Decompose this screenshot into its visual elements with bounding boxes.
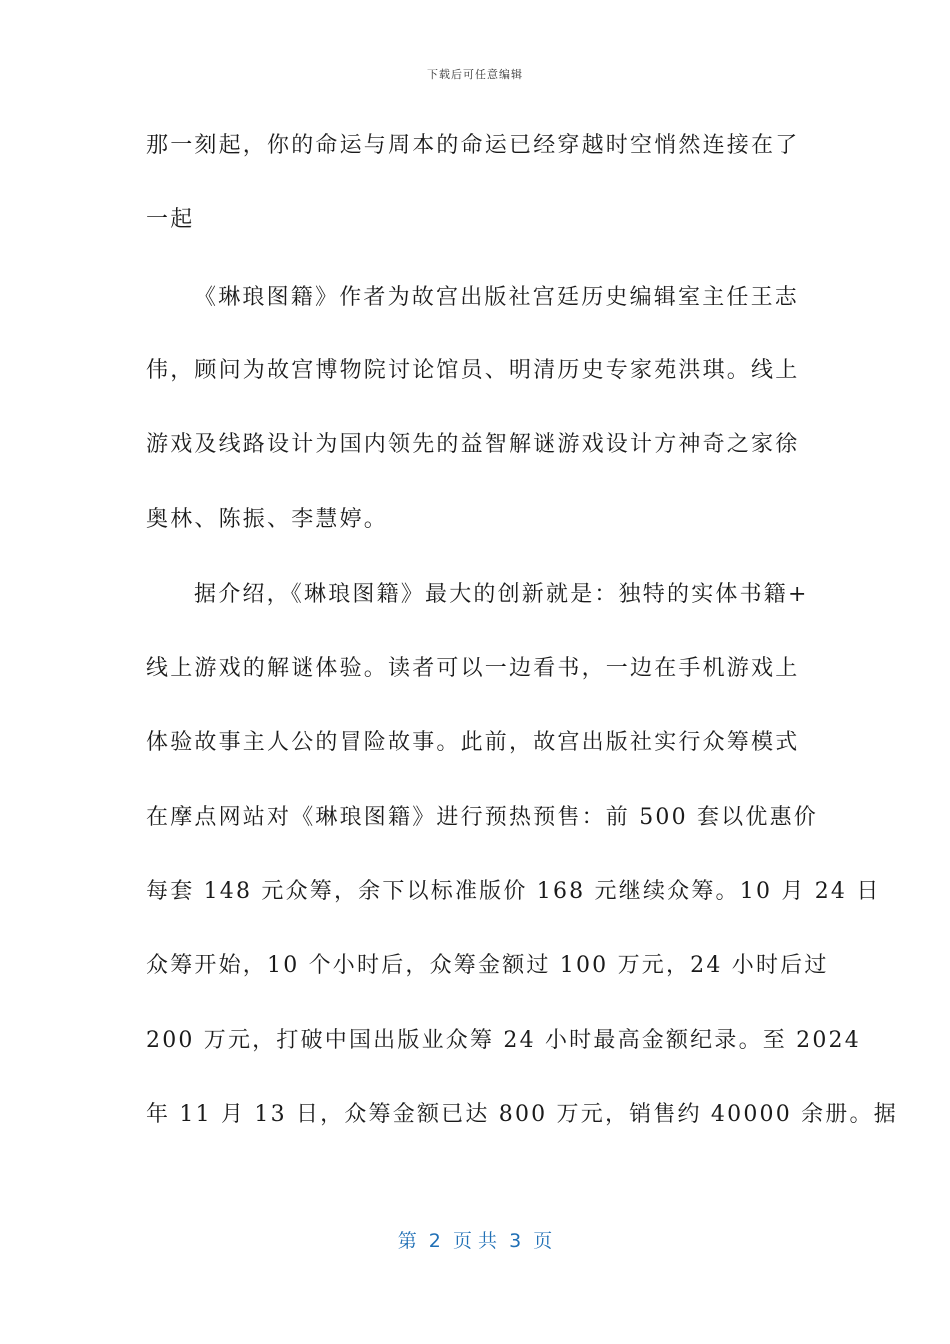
body-line-13: 200 万元，打破中国出版业众筹 24 小时最高金额纪录。至 2024	[146, 1028, 861, 1053]
body-line-14: 年 11 月 13 日，众筹金额已达 800 万元，销售约 40000 余册。据	[146, 1102, 898, 1127]
body-line-6: 奥林、陈振、李慧婷。	[146, 507, 389, 532]
body-line-11: 每套 148 元众筹，余下以标准版价 168 元继续众筹。10 月 24 日	[146, 879, 881, 904]
body-line-1: 那一刻起，你的命运与周本的命运已经穿越时空悄然连接在了	[146, 133, 800, 158]
body-line-4: 伟，顾问为故宫博物院讨论馆员、明清历史专家苑洪琪。线上	[146, 358, 800, 383]
body-line-9: 体验故事主人公的冒险故事。此前，故宫出版社实行众筹模式	[146, 730, 800, 755]
body-line-5: 游戏及线路设计为国内领先的益智解谜游戏设计方神奇之家徐	[146, 432, 800, 457]
body-line-8: 线上游戏的解谜体验。读者可以一边看书，一边在手机游戏上	[146, 656, 800, 681]
body-line-3: 《琳琅图籍》作者为故宫出版社宫廷历史编辑室主任王志	[194, 285, 800, 310]
body-line-10: 在摩点网站对《琳琅图籍》进行预热预售：前 500 套以优惠价	[146, 805, 818, 830]
page-number-footer: 第 2 页 共 3 页	[397, 1230, 553, 1252]
header-note: 下载后可任意编辑	[427, 68, 523, 81]
body-line-7: 据介绍，《琳琅图籍》最大的创新就是：独特的实体书籍+	[194, 582, 809, 607]
body-line-2: 一起	[146, 207, 195, 232]
body-line-12: 众筹开始，10 个小时后，众筹金额过 100 万元，24 小时后过	[146, 953, 829, 978]
